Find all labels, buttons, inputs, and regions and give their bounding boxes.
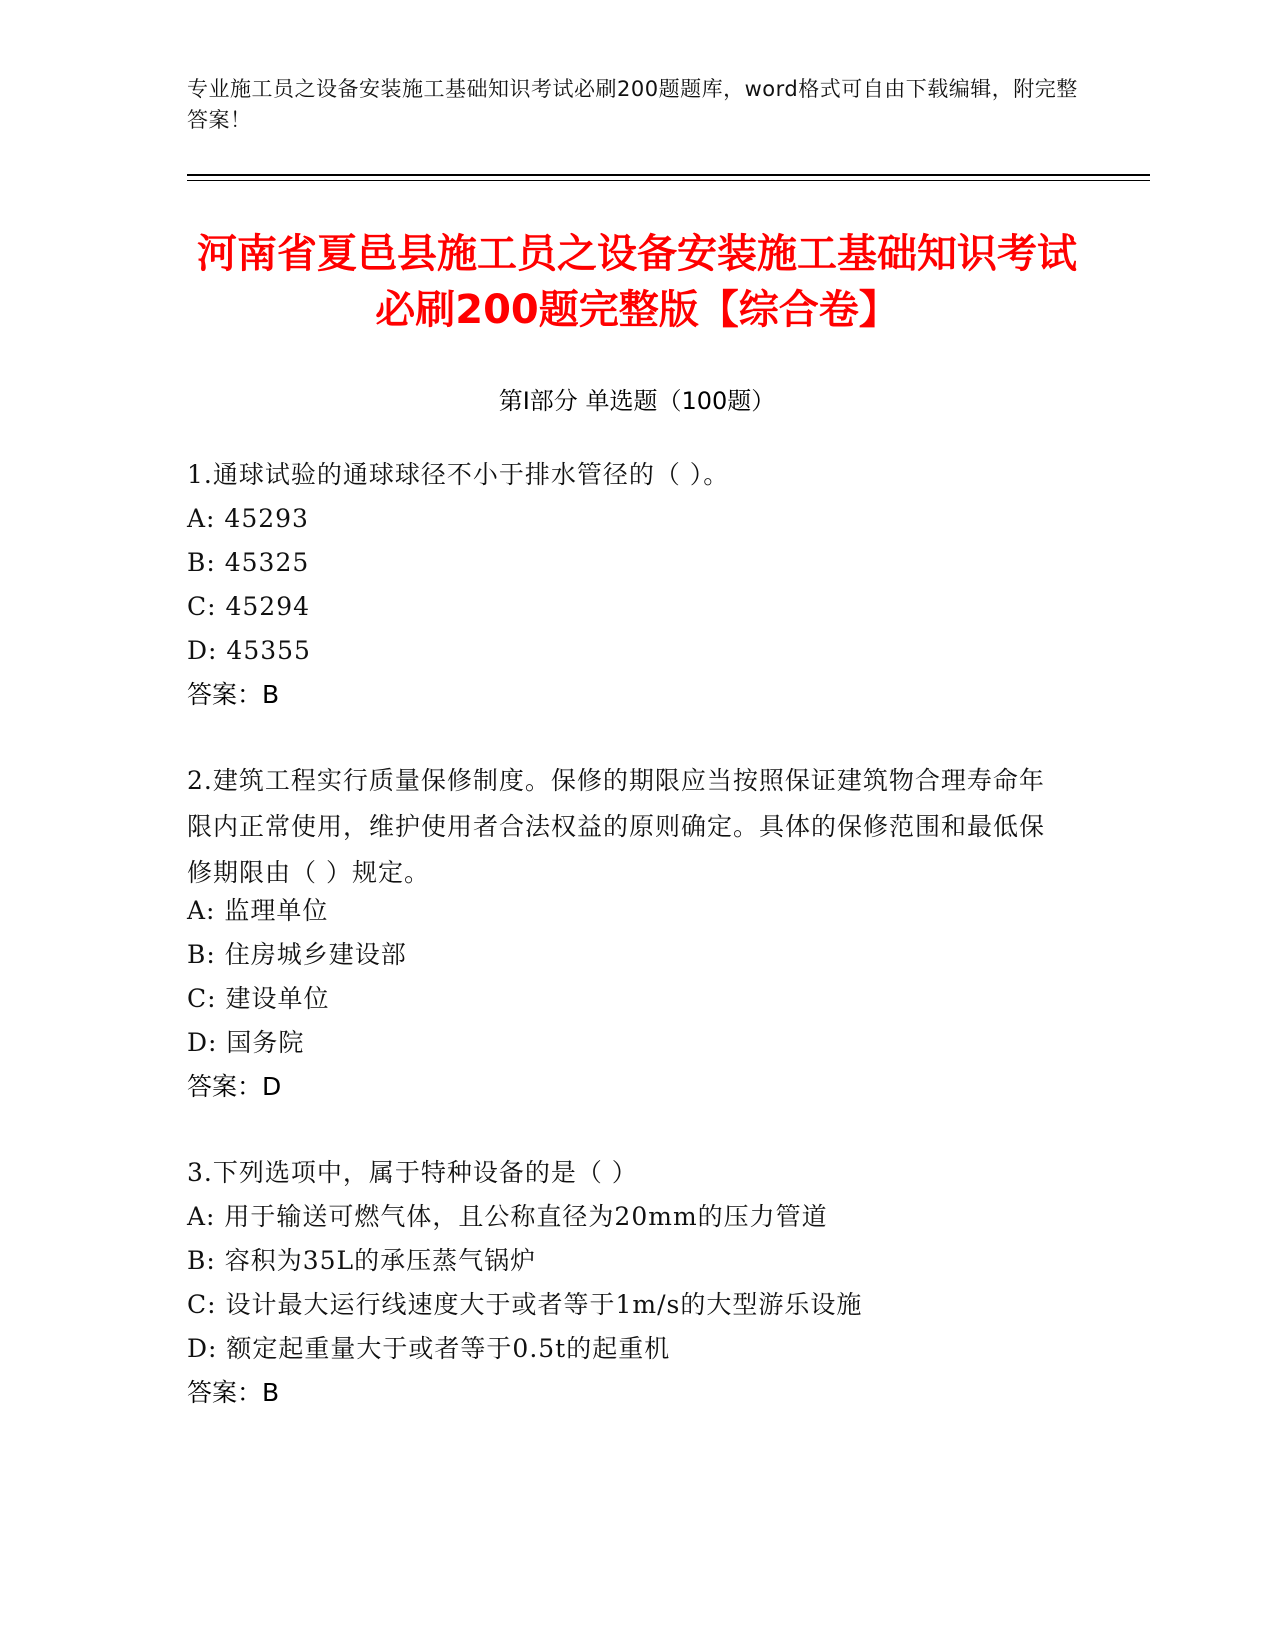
section-heading: 第I部分 单选题（100题） bbox=[498, 387, 776, 415]
question-1-option-b: B: 45325 bbox=[187, 548, 310, 577]
question-3-answer: 答案：B bbox=[187, 1378, 280, 1407]
question-2-stem: 2.建筑工程实行质量保修制度。保修的期限应当按照保证建筑物合理寿命年限内正常使用，维护使用者合法权益的原则确定。具体的保修范围和最低保修期限由（ ）规定。 bbox=[187, 766, 1046, 887]
question-1-stem: 1.通球试验的通球球径不小于排水管径的（ ）。 bbox=[187, 460, 730, 489]
question-1-answer: 答案：B bbox=[187, 680, 280, 709]
question-3-option-c: C: 设计最大运行线速度大于或者等于1m/s的大型游乐设施 bbox=[187, 1290, 863, 1319]
header-divider-thick bbox=[187, 174, 1150, 176]
question-3-option-d: D: 额定起重量大于或者等于0.5t的起重机 bbox=[187, 1334, 671, 1363]
question-2-option-a: A: 监理单位 bbox=[187, 896, 329, 925]
question-1-option-d: D: 45355 bbox=[187, 636, 311, 665]
question-3-stem: 3.下列选项中，属于特种设备的是（ ） bbox=[187, 1158, 638, 1187]
question-3-option-a: A: 用于输送可燃气体，且公称直径为20mm的压力管道 bbox=[187, 1202, 828, 1231]
question-2-option-c: C: 建设单位 bbox=[187, 984, 330, 1013]
question-2-option-d: D: 国务院 bbox=[187, 1028, 305, 1057]
header-note: 专业施工员之设备安装施工基础知识考试必刷200题题库，word格式可自由下载编辑，附完整答案！ bbox=[187, 77, 1078, 132]
question-3-option-b: B: 容积为35L的承压蒸气锅炉 bbox=[187, 1246, 537, 1275]
document-title: 河南省夏邑县施工员之设备安装施工基础知识考试必刷200题完整版【综合卷】 bbox=[197, 231, 1077, 333]
question-2-answer: 答案：D bbox=[187, 1072, 282, 1101]
question-1-option-a: A: 45293 bbox=[187, 504, 309, 533]
question-2-option-b: B: 住房城乡建设部 bbox=[187, 940, 407, 969]
question-1-option-c: C: 45294 bbox=[187, 592, 311, 621]
header-divider-thin bbox=[187, 180, 1150, 181]
